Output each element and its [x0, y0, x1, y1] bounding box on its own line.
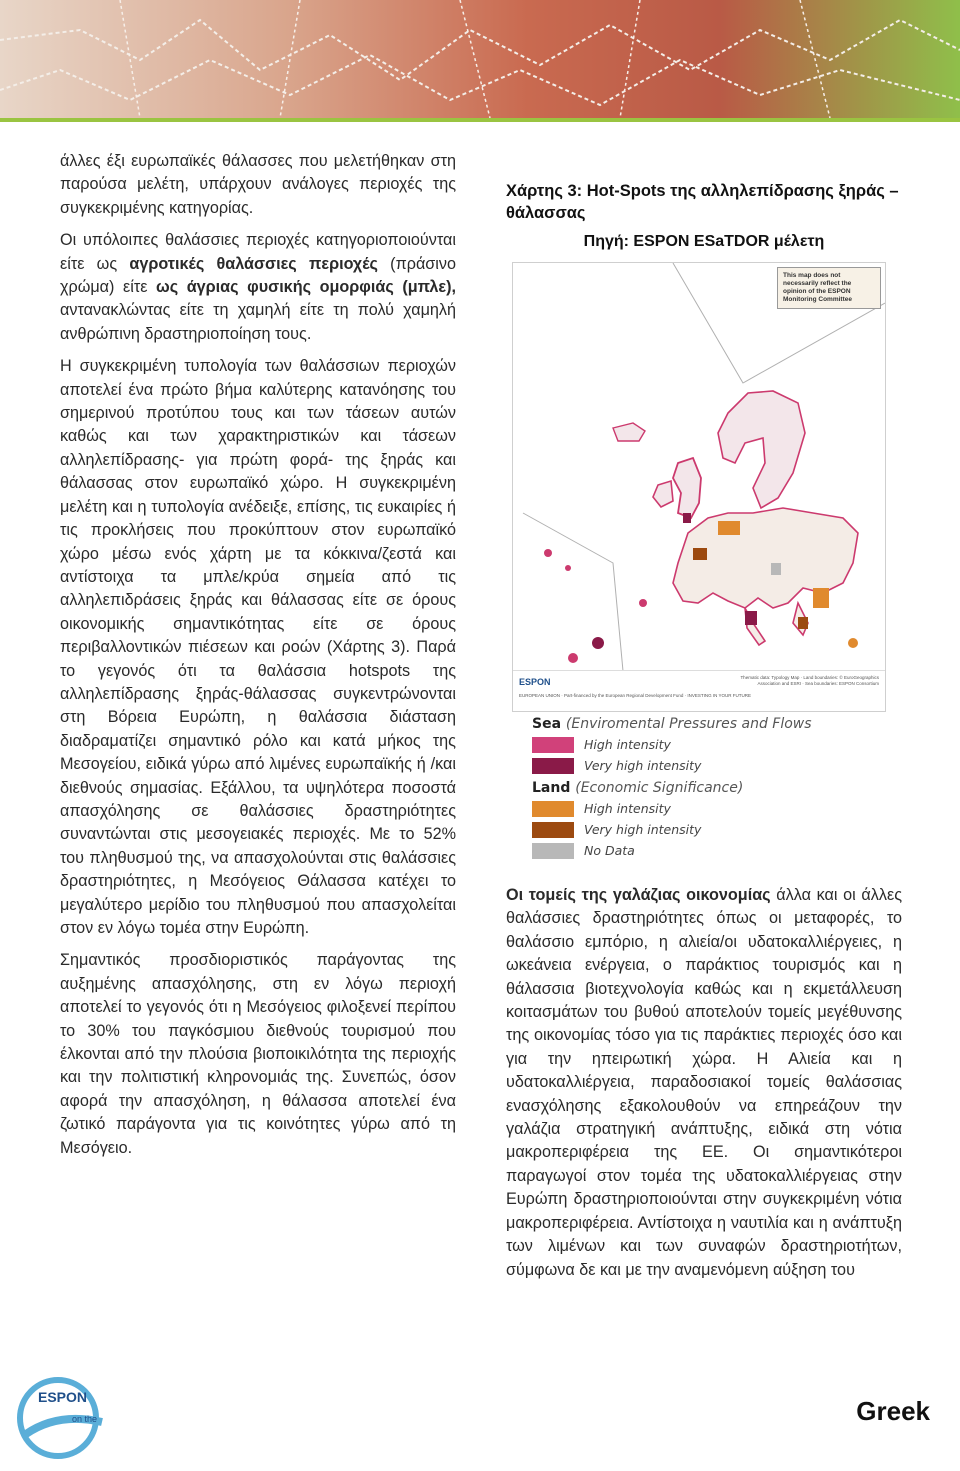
map-disclaimer: This map does not necessarily reflect the opinion of the ESPON Monitoring Committee [777, 267, 881, 309]
header-banner [0, 0, 960, 118]
legend-swatch [532, 801, 574, 817]
logo-on-the-text: on the [72, 1414, 98, 1424]
map-title: Χάρτης 3: Hot-Spots της αλληλεπίδρασης ξηράς –θάλασσας [506, 182, 899, 222]
map-source: Πηγή: ESPON ESaTDOR μέλετη [583, 233, 825, 250]
paragraph: άλλες έξι ευρωπαϊκές θάλασσες που μελετήθηκαν στη παρούσα μελέτη, υπάρχουν ανάλογες περιοχές της συγκεκριμένης κατηγορίας. [60, 152, 456, 217]
logo-road-text: road [34, 1431, 65, 1448]
map-footer [513, 670, 885, 711]
legend-sea-subtitle: (Enviromental Pressures and Flows [565, 716, 812, 732]
paragraph: Σημαντικός προσδιοριστικός παράγοντας της αυξημένης απασχόλησης, στη εν λόγω περιοχή αποτελεί το γεγονός ότι η Μεσόγειος φιλοξενεί περίπου το 30% του παγκόσμιου διεθνούς τουρισμού που έλκονται από την πλούσια βιοποικιλότητα της περιοχής και την πολιτιστική κληρονομιάς της. Συνεπώς, όσον αφορά την απασχόληση, η θάλασσα αποτελεί ένα ζωτικό παράγοντα για τις κοινότητες γύρω από τη Μεσόγειο. [60, 951, 456, 1157]
legend-item [532, 819, 912, 840]
legend-item [532, 755, 912, 776]
legend-land-subtitle: (Economic Significance) [575, 780, 744, 796]
header-divider [0, 118, 960, 122]
left-column [60, 150, 456, 1169]
espon-mini-logo: ESPON [519, 677, 551, 687]
paragraph [60, 229, 456, 346]
bold-text: αγροτικές θαλάσσιες περιοχές [129, 254, 378, 273]
logo-graphic [12, 1372, 112, 1462]
legend-swatch [532, 822, 574, 838]
legend-swatch [532, 758, 574, 774]
legend-label: Very high intensity [584, 822, 702, 837]
map-credits-right: Thematic data: Typology Map · Land boundaries: © EuroGeographics Association and ESRI · Sea boundaries: ESPON Consortium [740, 675, 879, 686]
right-column [506, 884, 902, 1291]
banner-map-graphic [0, 0, 960, 118]
legend-sea-title: Sea [532, 716, 562, 732]
legend-swatch [532, 737, 574, 753]
paragraph: Η συγκεκριμένη τυπολογία των θαλάσσιων περιοχών αποτελεί ένα πρώτο βήμα καλύτερης κατανόησης του σημερινού προτύπου τους και των τάσεων αυτών καθώς και των χαρακτηριστικών και τάσεων αλληλεπίδρασης- για πρώτη φορά- της ξηράς και θάλασσας στον ευρωπαϊκό χώρο. Η συγκεκριμένη μελέτη και η τυπολογία ανέδειξε, επίσης, τις ευκαιρίες ή τις προκλήσεις που προκύπτουν στον ευρωπαϊκό χώρο μέσω ενός χάρτη με τα κόκκινα/ζεστά και αντίστοιχα τα μπλε/κρύα σημεία από τις αλληλεπιδράσεις ξηράς και θάλασσας είτε σε όρους οικονομικής σημαντικότητας είτε σε όρους περιβαλλοντικών πιέσεων και ροών (Χάρτης 3). Παρά το γεγονός ότι τα θαλάσσια hotspots της αλληλεπίδρασης ξηράς-θάλασσας συγκεντρώνονται στη Βόρεια Ευρώπη, η θαλάσσια διάσταση διαδραματίζει σημαντικό ρόλο και κατά μήκος της Μεσογείου, ειδικά γύρω από λιμένες ευρωπαϊκής ή /και διεθνούς σημασίας. Εξάλλου, τα υψηλότερα ποσοστά απασχόλησης σε θαλάσσιες δραστηριότητες συναντώνται στις μεσογειακές περιοχές. Με το 52% του πληθυσμού της, να απασχολούνται στις θαλάσσιες δραστηριότητες, η Μεσόγειος Θάλασσα κατέχει το μεγαλύτερο μερίδιο του πληθυσμού που απασχολείται στον εν λόγω τομέα στην Ευρώπη. [60, 357, 456, 937]
legend-land-heading [532, 780, 912, 796]
paragraph [506, 884, 902, 1282]
map-credits-left: EUROPEAN UNION · Part-financed by the European Regional Development Fund · INVESTING IN YOUR FUTURE [519, 693, 752, 698]
text-span: (πράσινο χρώμα) είτε [60, 254, 456, 297]
text-span: άλλα και οι άλλες θαλάσσιες δραστηριότητες όπως οι μεταφορές, το θαλάσσιο εμπόριο, η αλιεία/οι υδατοκαλλιέργειες, η ωκεάνεια ενέργεια, ο παράκτιος τουρισμός και η θάλασσια βιοτεχνολογία καθώς και η εκμετάλλευση κοιτασμάτων του βυθού αποτελούν τομείς μεγέθυνσης της οικονομίας τόσο για τις παράκτιες περιοχές όσο και για την ηπειρωτική χώρα. Η Αλιεία και η υδατοκαλλιέργεια, παραδοσιακοί τομείς θαλάσσιας ενασχόλησης εξακολουθούν να επηρεάζουν την γαλάζια στρατηγική ανάπτυξης, ειδικά στη νότια μακροπεριφέρεια της ΕΕ. Οι σημαντικότεροι παραγωγοί στον τομέα της υδατοκαλλιέργειας στην Ευρώπη δραστηριοποιούνται στην συγκεκριμένη νότια μακροπεριφέρεια. Αντίστοιχα η ναυτιλία και η ανάπτυξη των λιμένων και των συναφών δραστηριοτήτων, σύμφωνα δε και με την αναμενόμενη αύξηση του [506, 886, 902, 1279]
europe-map [513, 263, 885, 671]
text-span: Οι υπόλοιπες θαλάσσιες περιοχές κατηγοριοποιούνται είτε ως [60, 231, 456, 273]
map-figure [512, 262, 886, 712]
legend-item [532, 734, 912, 755]
legend-label: No Data [584, 843, 635, 858]
language-label: Greek [856, 1396, 930, 1426]
map-legend [532, 712, 912, 861]
bold-text: Οι τομείς της γαλάζιας οικονομίας [506, 886, 771, 904]
legend-item [532, 798, 912, 819]
legend-item [532, 840, 912, 861]
bold-text: ως άγριας φυσικής ομορφιάς (μπλε), [156, 278, 456, 297]
legend-sea-heading [532, 716, 912, 732]
legend-label: High intensity [584, 737, 671, 752]
espon-on-the-road-logo [12, 1372, 112, 1462]
legend-swatch [532, 843, 574, 859]
text-span: αντανακλώντας είτε τη χαμηλή είτε τη πολύ χαμηλή ανθρώπινη δραστηριοποίηση τους. [60, 301, 456, 343]
legend-label: Very high intensity [584, 758, 702, 773]
logo-espon-text: ESPON [38, 1389, 88, 1405]
legend-land-title: Land [532, 780, 571, 796]
legend-label: High intensity [584, 801, 671, 816]
